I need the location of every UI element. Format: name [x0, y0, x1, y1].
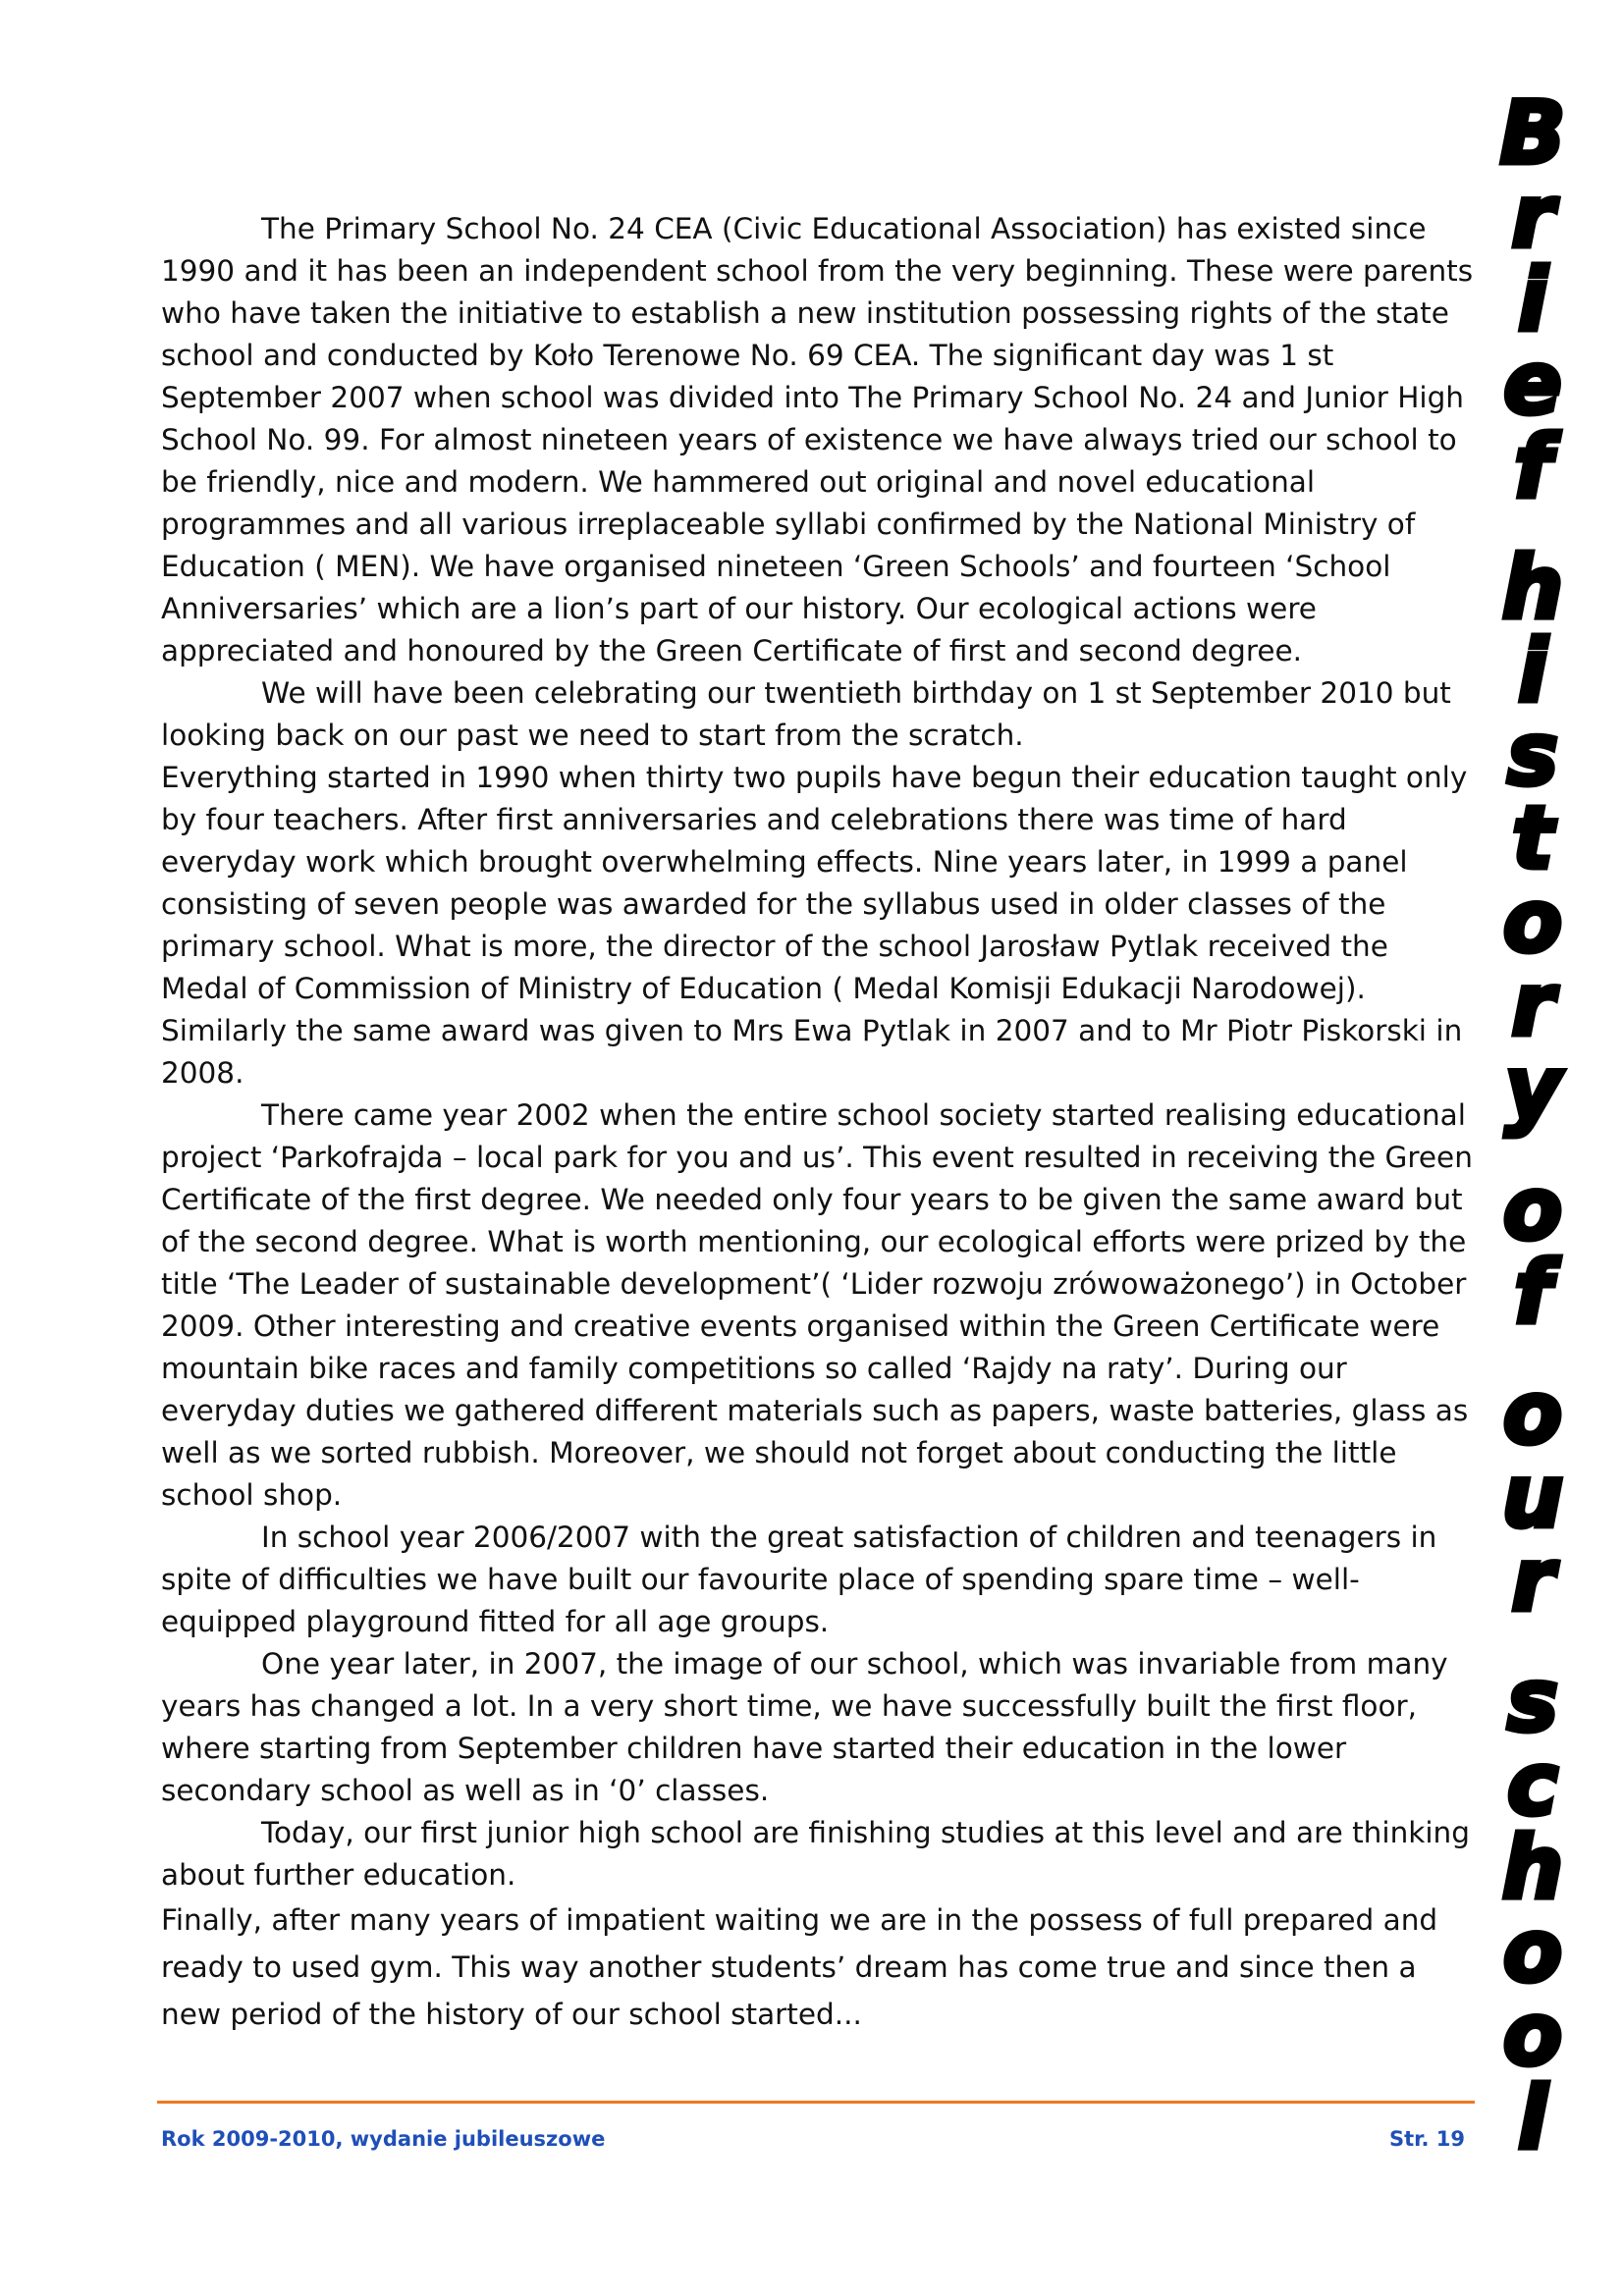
paragraph-8: Finally, after many years of impatient waiting we are in the possess of full prepared and ready to used gym. This way another students’ dream has come true and since then a new period of the history of our school started...	[161, 1903, 1438, 2031]
paragraph-2: We will have been celebrating our twentieth birthday on 1 st September 2010 but looking back on our past we need to start from the scratch.	[161, 676, 1451, 752]
side-title-letter: s	[1506, 1650, 1559, 1751]
side-title-vertical	[1469, 82, 1596, 2250]
side-title-letter: u	[1501, 1446, 1564, 1547]
side-title-letter: y	[1504, 1038, 1561, 1139]
side-title-letter: r	[1511, 166, 1554, 267]
side-title-letter: o	[1502, 1158, 1563, 1259]
paragraph-3: Everything started in 1990 when thirty two pupils have begun their education taught only by four teachers. After first anniversaries and celebrations there was time of hard everyday work which brought overwhelming effects. Nine years later, in 1999 a panel consisting of seven people was awarded for the syllabus used in older classes of the primary school. What is more, the director of the school Jarosław Pytlak received the Medal of Commission of Ministry of Education ( Medal Komisji Edukacji Narodowej). Similarly the same award was given to Mrs Ewa Pytlak in 2007 and to Mr Piotr Piskorski in 2008.	[161, 761, 1468, 1090]
side-title-letter: f	[1513, 1242, 1552, 1343]
paragraph-5: In school year 2006/2007 with the great satisfaction of children and teenagers in spite of difficulties we have built our favourite place of spending spare time – well-equipped playground fitted for all age groups.	[161, 1521, 1437, 1638]
side-title-letter: c	[1506, 1734, 1559, 1835]
side-title-letter: h	[1501, 1817, 1564, 1918]
side-title-letter: o	[1502, 871, 1563, 972]
side-title-letter: e	[1503, 333, 1562, 434]
side-title-letter: s	[1506, 704, 1559, 805]
side-title-letter: r	[1511, 954, 1554, 1055]
footer-divider	[157, 2101, 1475, 2104]
side-title-letter: i	[1517, 249, 1548, 350]
side-title-letter: r	[1511, 1529, 1554, 1630]
side-title-letter: o	[1502, 1984, 1563, 2085]
paragraph-4: There came year 2002 when the entire school society started realising educational project ‘Parkofrajda – local park for you and us’. This event resulted in receiving the Green Certificate of the first degree. We needed only four years to be given the same award but of the second degree. What is worth mentioning, our ecological efforts were prized by the title ‘The Leader of sustainable development’( ‘Lider rozwoju zrówoważonego’) in October 2009. Other interesting and creative events organised within the Green Certificate were mountain bike races and family competitions so called ‘Rajdy na raty’. During our everyday duties we gathered different materials such as papers, waste batteries, glass as well as we sorted rubbish. Moreover, we should not forget about conducting the little school shop.	[161, 1098, 1473, 1512]
paragraph-6: One year later, in 2007, the image of our school, which was invariable from many years has changed a lot. In a very short time, we have successfully built the first floor, where starting from September children have started their education in the lower secondary school as well as in ‘0’ classes.	[161, 1647, 1448, 1807]
side-title-letter: B	[1499, 82, 1566, 184]
side-title-letter: t	[1511, 787, 1554, 888]
side-title-letter: o	[1502, 1362, 1563, 1464]
side-title-letter: i	[1517, 620, 1548, 721]
article-body	[161, 208, 1477, 2038]
footer-publication: Rok 2009-2010, wydanie jubileuszowe	[161, 2127, 606, 2151]
paragraph-7: Today, our first junior high school are finishing studies at this level and are thinking about further education.	[161, 1816, 1470, 1892]
side-title-letter: o	[1502, 1900, 1563, 2002]
side-title-letter: h	[1501, 537, 1564, 638]
footer-page-number: Str. 19	[1388, 2127, 1465, 2151]
side-title-letter: f	[1513, 416, 1552, 517]
side-title-letter: l	[1517, 2067, 1548, 2168]
paragraph-1: The Primary School No. 24 CEA (Civic Educational Association) has existed since 1990 and it has been an independent school from the very beginning. These were parents who have taken the initiative to establish a new institution possessing rights of the state school and conducted by Koło Terenowe No. 69 CEA. The significant day was 1 st September 2007 when school was divided into The Primary School No. 24 and Junior High School No. 99. For almost nineteen years of existence we have always tried our school to be friendly, nice and modern. We hammered out original and novel educational programmes and all various irreplaceable syllabi confirmed by the National Ministry of Education ( MEN). We have organised nineteen ‘Green Schools’ and fourteen ‘School Anniversaries’ which are a lion’s part of our history. Our ecological actions were appreciated and honoured by the Green Certificate of first and second degree.	[161, 212, 1474, 667]
